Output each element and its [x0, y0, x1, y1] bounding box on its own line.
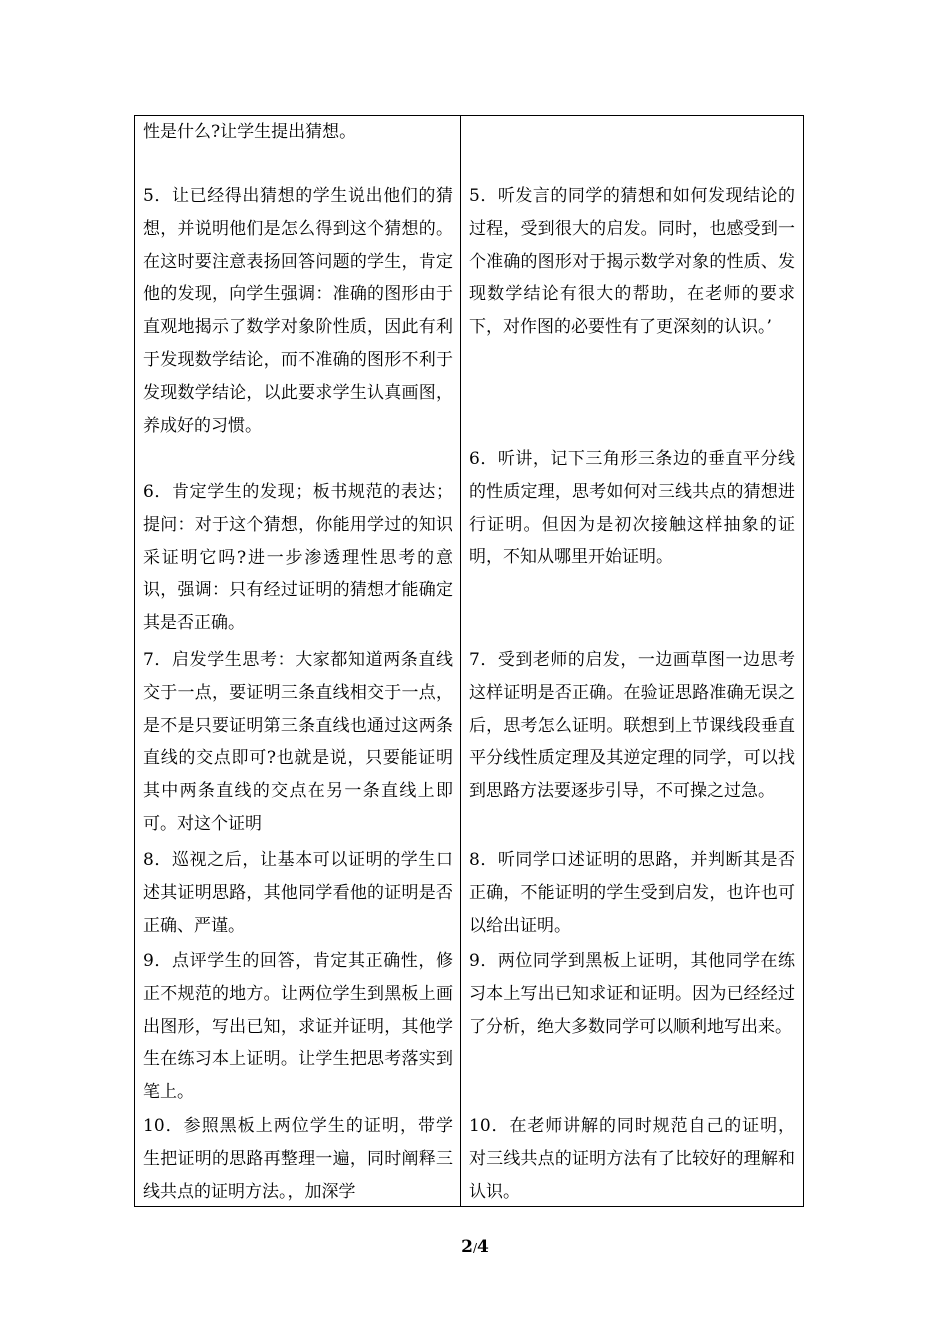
page-total: 4 [477, 1237, 489, 1257]
teacher-paragraph: 7．启发学生思考：大家都知道两条直线交于一点，要证明三条直线相交于一点，是不是只要证明第三条直线也通过这两条直线的交点即可?也就是说，只要能证明其中两条直线的交点在另一条直线上即可。对这个证明 [143, 650, 453, 834]
teacher-paragraph: 10．参照黑板上两位学生的证明，带学生把证明的思路再整理一遍，同时阐释三线共点的证明方法。，加深学 [143, 1116, 453, 1202]
student-paragraph: 10．在老师讲解的同时规范自己的证明，对三线共点的证明方法有了比较好的理解和认识。 [469, 1116, 795, 1202]
student-paragraph: 8．听同学口述证明的思路，并判断其是否正确，不能证明的学生受到启发，也许也可以给出证明。 [469, 850, 795, 936]
student-activity-column [469, 116, 795, 1206]
student-paragraph: 5．听发言的同学的猜想和如何发现结论的过程，受到很大的启发。同时，也感受到一个准确的图形对于揭示数学对象的性质、发现数学结论有很大的帮助，在老师的要求下，对作图的必要性有了更深刻的认识。’ [469, 186, 795, 338]
teacher-paragraph: 9．点评学生的回答，肯定其正确性，修正不规范的地方。让两位学生到黑板上画出图形，写出已知，求证并证明，其他学生在练习本上证明。让学生把思考落实到笔上。 [143, 951, 453, 1103]
teacher-paragraph: 8．巡视之后，让基本可以证明的学生口述其证明思路，其他同学看他的证明是否正确、严谨。 [143, 850, 453, 936]
teacher-paragraph: 性是什么?让学生提出猜想。 [143, 122, 357, 142]
page-separator: / [472, 1241, 478, 1255]
column-divider [460, 116, 461, 1206]
student-paragraph: 7．受到老师的启发，一边画草图一边思考这样证明是否正确。在验证思路准确无误之后，思考怎么证明。联想到上节课线段垂直平分线性质定理及其逆定理的同学，可以找到思路方法要逐步引导，不可操之过急。 [469, 650, 795, 802]
teacher-paragraph: 6．肯定学生的发现；板书规范的表达；提问：对于这个猜想，你能用学过的知识采证明它吗?进一步渗透理性思考的意识，强调：只有经过证明的猜想才能确定其是否正确。 [143, 482, 453, 634]
lesson-table [134, 115, 804, 1207]
page-current: 2 [461, 1237, 473, 1257]
student-paragraph: 6．听讲，记下三角形三条边的垂直平分线的性质定理，思考如何对三线共点的猜想进行证明。但因为是初次接触这样抽象的证明，不知从哪里开始证明。 [469, 449, 795, 568]
teacher-activity-column [143, 116, 453, 1206]
teacher-paragraph: 5．让已经得出猜想的学生说出他们的猜想，并说明他们是怎么得到这个猜想的。在这时要注意表扬回答问题的学生，肯定他的发现，向学生强调：准确的图形由于直观地揭示了数学对象阶性质，因此有利于发现数学结论，而不准确的图形不利于发现数学结论，以此要求学生认真画图，养成好的习惯。 [143, 186, 453, 436]
page-number [0, 1237, 950, 1257]
student-paragraph: 9．两位同学到黑板上证明，其他同学在练习本上写出已知求证和证明。因为已经经过了分析，绝大多数同学可以顺利地写出来。 [469, 951, 795, 1037]
